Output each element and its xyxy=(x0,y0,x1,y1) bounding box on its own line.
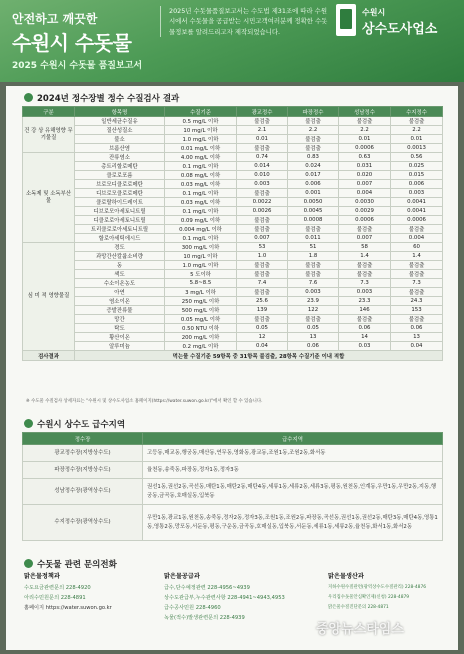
table-cell: 3 mg/L 이하 xyxy=(165,288,237,297)
table-cell: 10 mg/L 이하 xyxy=(165,126,237,135)
table-cell: 23.9 xyxy=(288,297,339,306)
homepage-link[interactable]: 홈페이지 https://water.suwon.go.kr xyxy=(24,605,112,611)
table-cell: 불검출 xyxy=(391,315,443,324)
table-cell: 0.01 mg/L 이하 xyxy=(165,144,237,153)
table-cell: 0.5 mg/L 이하 xyxy=(165,117,237,126)
table-cell: 0.50 NTU 이하 xyxy=(165,324,237,333)
table-cell: 0.0022 xyxy=(237,198,288,207)
table-row xyxy=(23,324,443,333)
table-cell: 불검출 xyxy=(339,270,391,279)
table-cell: 0.0006 xyxy=(391,216,443,225)
table-cell: 0.015 xyxy=(391,171,443,180)
table-cell: 염소이온 xyxy=(75,297,165,306)
table-cell: 불검출 xyxy=(391,288,443,297)
table-cell: 0.004 xyxy=(339,189,391,198)
table-cell: 0.2 mg/L 이하 xyxy=(165,342,237,351)
result-row xyxy=(23,351,443,361)
table-cell: 13 xyxy=(288,333,339,342)
logo-org: 상수도사업소 xyxy=(362,22,438,37)
table-cell: 60 xyxy=(391,243,443,252)
table-cell: 불검출 xyxy=(237,270,288,279)
table-cell: 1.0 mg/L 이하 xyxy=(165,135,237,144)
table-cell: 불검출 xyxy=(339,261,391,270)
table-cell: 5 도이하 xyxy=(165,270,237,279)
quality-col-header: 구분 xyxy=(23,107,75,117)
table-cell: 과망간산칼륨소비량 xyxy=(75,252,165,261)
table-row xyxy=(23,171,443,180)
table-row xyxy=(23,297,443,306)
table-cell: 0.003 xyxy=(339,288,391,297)
table-cell: 53 xyxy=(237,243,288,252)
table-cell: 0.010 xyxy=(237,171,288,180)
quality-note: ※ 수도물 수질검사 상세자료는 "수원시 및 상수도사업소 홈페이지(https://water.suwon.go.kr)"에서 확인 할 수 있습니다. xyxy=(26,399,263,404)
table-cell: 0.025 xyxy=(391,162,443,171)
table-cell: 24.3 xyxy=(391,297,443,306)
table-cell: 0.0026 xyxy=(237,207,288,216)
table-cell: 7.4 xyxy=(237,279,288,288)
table-cell: 500 mg/L 이하 xyxy=(165,306,237,315)
table-cell: 0.01 xyxy=(237,135,288,144)
table-row xyxy=(23,333,443,342)
section-bullet-icon xyxy=(24,419,33,428)
table-cell: 증발잔류물 xyxy=(75,306,165,315)
table-cell: 0.006 xyxy=(391,180,443,189)
group-label: 심 미 적 영향물질 xyxy=(23,243,75,351)
table-cell: 불검출 xyxy=(237,261,288,270)
table-cell: 4.00 mg/L 이하 xyxy=(165,153,237,162)
table-cell: 0.0029 xyxy=(339,207,391,216)
table-row xyxy=(23,117,443,126)
table-cell: 불검출 xyxy=(288,270,339,279)
table-cell: 브로모디클로로메탄 xyxy=(75,180,165,189)
table-cell: 0.0041 xyxy=(391,207,443,216)
table-cell: 25.6 xyxy=(237,297,288,306)
table-cell: 0.06 xyxy=(339,324,391,333)
table-cell: 1.4 xyxy=(391,252,443,261)
supply-col-header: 급수지역 xyxy=(143,433,443,445)
supply-area: 고등동,매교동,행궁동,매산동,연무동,영화동,광교동,조원1동,조원2동,화서동 xyxy=(143,445,443,462)
table-cell: 질산성질소 xyxy=(75,126,165,135)
supply-area: 권선1동,권선2동,곡선동,매탄1동,매탄2동,매탄4동,세류1동,세류2동,세류3동,평동,원천동,인계동,우만1동,우만2동,지동,행궁동,금곡동,호매실동,입북동 xyxy=(143,479,443,505)
table-cell: 0.83 xyxy=(288,153,339,162)
table-row xyxy=(23,479,443,505)
quality-col-header: 파장정수 xyxy=(288,107,339,117)
table-cell: 잔류염소 xyxy=(75,153,165,162)
table-cell: 탁도 xyxy=(75,324,165,333)
table-cell: 0.003 xyxy=(288,288,339,297)
table-cell: 2.2 xyxy=(391,126,443,135)
contact-line: 수도요금관련문의 228-4920 xyxy=(24,585,91,591)
table-cell: 0.001 xyxy=(288,189,339,198)
table-cell: 0.01 xyxy=(339,135,391,144)
contacts-section-title: 수돗물 관련 문의전화 xyxy=(24,558,117,570)
quality-table-header xyxy=(23,107,443,117)
table-cell: 불검출 xyxy=(391,261,443,270)
supply-area: 율천동,송죽동,파장동,정자1동,정자3동 xyxy=(143,462,443,479)
table-cell: 색도 xyxy=(75,270,165,279)
table-row xyxy=(23,225,443,234)
table-row xyxy=(23,234,443,243)
table-cell: 0.0041 xyxy=(391,198,443,207)
table-cell: 2.2 xyxy=(288,126,339,135)
table-cell: 200 mg/L 이하 xyxy=(165,333,237,342)
table-cell: 디브로모아세토니트릴 xyxy=(75,207,165,216)
table-row xyxy=(23,144,443,153)
table-cell: 1.8 xyxy=(288,252,339,261)
group-label: 건 강 상 유해영향 무기물질 xyxy=(23,117,75,153)
table-cell: 0.1 mg/L 이하 xyxy=(165,207,237,216)
contact-line: 맑은물수질진단문의 228-4871 xyxy=(328,605,389,610)
table-cell: 0.1 mg/L 이하 xyxy=(165,189,237,198)
table-cell: 0.01 xyxy=(391,135,443,144)
table-cell: 불검출 xyxy=(237,117,288,126)
suwon-logo-icon xyxy=(336,4,356,36)
section-bullet-icon xyxy=(24,93,33,102)
table-cell: 클로로포름 xyxy=(75,171,165,180)
contact-line: 녹물(적수)발생관련문의 228-4939 xyxy=(164,615,245,621)
table-cell: 황산이온 xyxy=(75,333,165,342)
contact-dept-name: 맑은물생산과 xyxy=(328,573,364,580)
table-cell: 1.0 xyxy=(237,252,288,261)
table-cell: 0.1 mg/L 이하 xyxy=(165,162,237,171)
quality-col-header: 수질기준 xyxy=(165,107,237,117)
contact-line: 지하수원수질관련(광역상수도수질관리) 228-4876 xyxy=(328,585,427,590)
table-cell: 0.1 mg/L 이하 xyxy=(165,234,237,243)
table-cell: 할로아세틱에시드 xyxy=(75,234,165,243)
contact-policy xyxy=(24,572,154,613)
table-cell: 0.007 xyxy=(339,234,391,243)
supply-area: 우만1동,광교1동,원천동,송죽동,정자2동,정자3동,조원1동,조원2동,파장동,곡선동,권선1동,권선2동,매탄3동,매탄4동,영통1동,영통2동,망포동,서둔동,평동,구운동,금곡동,호매실동,입북동,서둔동,세류1동,세류2동,율천동,화서1동,화서2동 xyxy=(143,505,443,541)
table-row xyxy=(23,342,443,351)
table-cell: 0.020 xyxy=(339,171,391,180)
plant-name: 광교정수장(지방상수도) xyxy=(23,445,143,462)
table-cell: 0.0013 xyxy=(391,144,443,153)
table-cell: 불검출 xyxy=(237,225,288,234)
table-cell: 불검출 xyxy=(339,225,391,234)
table-cell: 불검출 xyxy=(237,315,288,324)
table-row xyxy=(23,270,443,279)
report-description: 2025년 수돗물품질보고서는 수도법 제31조에 따라 수원시에서 수돗물을 공급받는 시민고객여러분께 정확한 수돗물정보를 알려드리고자 제작되었습니다. xyxy=(160,6,328,37)
quality-col-header: 광교정수 xyxy=(237,107,288,117)
table-row xyxy=(23,279,443,288)
plant-name: 성남정수장(광역상수도) xyxy=(23,479,143,505)
table-cell: 0.004 mg/L 이하 xyxy=(165,225,237,234)
table-row xyxy=(23,288,443,297)
table-cell: 0.006 xyxy=(288,180,339,189)
table-cell: 0.05 xyxy=(288,324,339,333)
table-cell: 일반세균수질유 xyxy=(75,117,165,126)
table-cell: 0.003 xyxy=(391,189,443,198)
table-cell: 14 xyxy=(339,333,391,342)
table-cell: 58 xyxy=(339,243,391,252)
table-cell: 5.8~8.5 xyxy=(165,279,237,288)
table-cell: 불소 xyxy=(75,135,165,144)
table-cell: 불검출 xyxy=(237,189,288,198)
table-cell: 0.06 xyxy=(288,342,339,351)
table-cell: 불검출 xyxy=(288,135,339,144)
header-tagline: 안전하고 깨끗한 xyxy=(12,12,98,26)
table-cell: 불검출 xyxy=(391,270,443,279)
table-cell: 0.011 xyxy=(288,234,339,243)
table-cell: 0.63 xyxy=(339,153,391,162)
table-cell: 망간 xyxy=(75,315,165,324)
table-row xyxy=(23,261,443,270)
table-cell: 0.0030 xyxy=(339,198,391,207)
table-row xyxy=(23,252,443,261)
contact-supply xyxy=(164,572,314,623)
table-cell: 153 xyxy=(391,306,443,315)
table-row xyxy=(23,153,443,162)
table-cell: 0.06 xyxy=(391,324,443,333)
table-cell: 122 xyxy=(288,306,339,315)
quality-table xyxy=(22,106,443,361)
table-cell: 0.03 mg/L 이하 xyxy=(165,180,237,189)
table-cell: 0.04 xyxy=(237,342,288,351)
table-cell: 0.09 mg/L 이하 xyxy=(165,216,237,225)
table-cell: 139 xyxy=(237,306,288,315)
table-cell: 0.74 xyxy=(237,153,288,162)
table-cell: 트리클로로아세토니트릴 xyxy=(75,225,165,234)
logo-city: 수원시 xyxy=(362,8,386,17)
quality-section-title: 2024년 정수장별 정수 수질검사 결과 xyxy=(24,92,179,104)
table-cell: 51 xyxy=(288,243,339,252)
contact-production xyxy=(328,572,454,613)
table-row xyxy=(23,198,443,207)
table-cell: 2.2 xyxy=(339,126,391,135)
table-cell: 0.08 mg/L 이하 xyxy=(165,171,237,180)
table-cell: 불검출 xyxy=(288,144,339,153)
contact-dept-name: 맑은물공급과 xyxy=(164,573,200,580)
table-cell: 1.4 xyxy=(339,252,391,261)
plant-name: 파장정수장(지방상수도) xyxy=(23,462,143,479)
table-cell: 13 xyxy=(391,333,443,342)
table-row xyxy=(23,315,443,324)
table-cell: 불검출 xyxy=(237,144,288,153)
table-cell: 0.004 xyxy=(391,234,443,243)
table-cell: 클로랄하이드레이트 xyxy=(75,198,165,207)
table-cell: 총트리할로메탄 xyxy=(75,162,165,171)
section-bullet-icon xyxy=(24,559,33,568)
table-cell: 0.03 xyxy=(339,342,391,351)
table-row xyxy=(23,180,443,189)
table-cell: 불검출 xyxy=(391,117,443,126)
table-cell: 불검출 xyxy=(391,225,443,234)
supply-table-header xyxy=(23,433,443,445)
table-row xyxy=(23,162,443,171)
table-row xyxy=(23,445,443,462)
table-row xyxy=(23,243,443,252)
contact-line: 급수공사민원 228-4960 xyxy=(164,605,221,611)
table-cell: 불검출 xyxy=(339,117,391,126)
table-cell: 0.031 xyxy=(339,162,391,171)
table-cell: 0.003 xyxy=(237,180,288,189)
report-header xyxy=(0,0,464,82)
table-cell: 불검출 xyxy=(339,315,391,324)
table-row xyxy=(23,216,443,225)
contact-dept-name: 맑은물정책과 xyxy=(24,573,60,580)
table-row xyxy=(23,126,443,135)
table-cell: 수소이온농도 xyxy=(75,279,165,288)
table-cell: 0.03 mg/L 이하 xyxy=(165,198,237,207)
table-cell: 0.0050 xyxy=(288,198,339,207)
plant-name: 수지정수장(광역상수도) xyxy=(23,505,143,541)
table-row xyxy=(23,189,443,198)
supply-section-title: 수원시 상수도 급수지역 xyxy=(24,418,125,430)
table-cell: 0.007 xyxy=(339,180,391,189)
table-cell: 알루미늄 xyxy=(75,342,165,351)
table-row xyxy=(23,505,443,541)
table-cell: 브롬산염 xyxy=(75,144,165,153)
table-cell: 아연 xyxy=(75,288,165,297)
table-cell: 146 xyxy=(339,306,391,315)
table-cell: 경도 xyxy=(75,243,165,252)
table-cell: 300 mg/L 이하 xyxy=(165,243,237,252)
contact-line: 우리집수돗물안심확인제(신청) 228-4879 xyxy=(328,595,410,600)
table-cell: 7.3 xyxy=(391,279,443,288)
table-cell: 12 xyxy=(237,333,288,342)
result-text: 먹는물 수질기준 59항목 중 31항목 불검출, 28항목 수질기준 이내 적합 xyxy=(75,351,443,361)
table-cell: 0.0008 xyxy=(288,216,339,225)
table-cell: 10 mg/L 이하 xyxy=(165,252,237,261)
supply-table xyxy=(22,432,443,541)
quality-col-header: 항목명 xyxy=(75,107,165,117)
table-cell: 동 xyxy=(75,261,165,270)
table-cell: 불검출 xyxy=(288,225,339,234)
table-cell: 불검출 xyxy=(237,216,288,225)
table-cell: 불검출 xyxy=(288,117,339,126)
table-cell: 디브로모클로로메탄 xyxy=(75,189,165,198)
contact-line: 상수도관급부,누수관련사항 228-4941~4943,4953 xyxy=(164,595,285,601)
table-cell: 0.0006 xyxy=(339,144,391,153)
watermark: 중앙뉴스타임스 xyxy=(316,622,404,637)
table-cell: 0.024 xyxy=(288,162,339,171)
table-cell: 1.0 mg/L 이하 xyxy=(165,261,237,270)
table-cell: 0.017 xyxy=(288,171,339,180)
table-cell: 0.0006 xyxy=(339,216,391,225)
table-cell: 0.05 mg/L 이하 xyxy=(165,315,237,324)
result-label: 검사결과 xyxy=(23,351,75,361)
contact-line: 아리수민원문의 228-4891 xyxy=(24,595,86,601)
table-cell: 불검출 xyxy=(288,315,339,324)
table-cell: 0.56 xyxy=(391,153,443,162)
contact-line: 급수,단수예정관련 228-4956~4939 xyxy=(164,585,250,591)
table-cell: 디클로로아세토니트릴 xyxy=(75,216,165,225)
table-cell: 0.007 xyxy=(237,234,288,243)
table-cell: 0.04 xyxy=(391,342,443,351)
table-cell: 0.014 xyxy=(237,162,288,171)
report-subtitle: 2025 수원시 수돗물 품질보고서 xyxy=(12,61,143,71)
table-cell: 불검출 xyxy=(237,288,288,297)
group-label: 소독제 및 소독부산물 xyxy=(23,153,75,243)
table-cell: 7.6 xyxy=(288,279,339,288)
quality-col-header: 수지정수 xyxy=(391,107,443,117)
table-cell: 0.0045 xyxy=(288,207,339,216)
supply-col-header: 정수장 xyxy=(23,433,143,445)
report-title: 수원시 수돗물 xyxy=(12,31,132,55)
table-cell: 23.3 xyxy=(339,297,391,306)
table-cell: 0.05 xyxy=(237,324,288,333)
table-row xyxy=(23,462,443,479)
table-cell: 7.3 xyxy=(339,279,391,288)
table-cell: 250 mg/L 이하 xyxy=(165,297,237,306)
quality-col-header: 성남정수 xyxy=(339,107,391,117)
table-cell: 불검출 xyxy=(288,261,339,270)
table-row xyxy=(23,135,443,144)
table-cell: 2.1 xyxy=(237,126,288,135)
table-row xyxy=(23,207,443,216)
table-row xyxy=(23,306,443,315)
